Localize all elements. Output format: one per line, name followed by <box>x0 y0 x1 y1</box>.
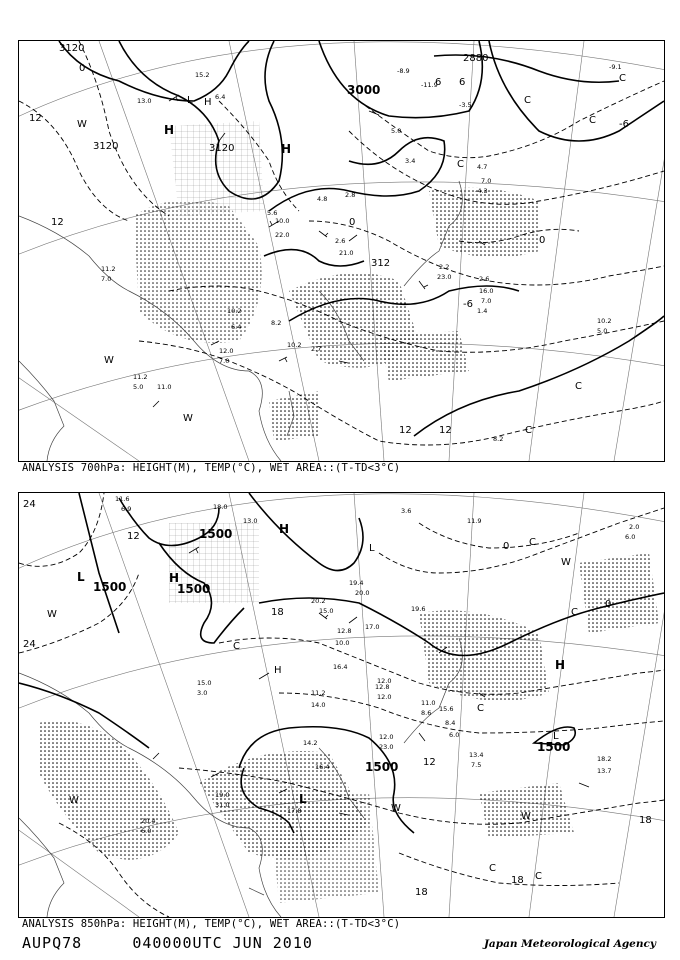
temp-label: 12 <box>29 113 42 124</box>
temp-label: -6 <box>619 119 629 130</box>
station-value: 18.0 <box>213 503 228 511</box>
high-center-label: H <box>204 97 212 108</box>
station-value: 11.9 <box>467 517 482 525</box>
station-value: 5.0 <box>597 327 608 335</box>
cold-label: C <box>489 863 496 874</box>
temp-label: 18 <box>639 815 652 826</box>
station-value: 12.0 <box>379 733 394 741</box>
station-value: 5.0 <box>133 383 144 391</box>
low-center-label: L <box>299 792 307 806</box>
station-value: 7.0 <box>219 357 230 365</box>
station-value: 3.0 <box>197 689 208 697</box>
station-value: 3.4 <box>405 157 416 165</box>
height-label: 3120 <box>59 43 85 54</box>
bulletin-header <box>22 934 313 952</box>
station-value: 23.0 <box>379 743 394 751</box>
station-value: 7.0 <box>481 297 492 305</box>
height-labels-700 <box>59 43 488 269</box>
station-value: 12.0 <box>377 693 392 701</box>
station-value: 11.2 <box>133 373 148 381</box>
station-value: 11.2 <box>311 689 326 697</box>
height-label: 2880 <box>463 53 489 64</box>
cold-label: C <box>457 159 464 170</box>
agency-credit: Japan Meteorological Agency <box>483 938 656 950</box>
temp-label: 24 <box>23 499 36 510</box>
station-value: 14.2 <box>303 739 318 747</box>
height-label: 3000 <box>347 83 381 97</box>
height-label: 312 <box>371 258 391 269</box>
station-value: 20.4 <box>141 817 156 825</box>
station-value: 10.0 <box>335 639 350 647</box>
station-value: 20.2 <box>311 597 326 605</box>
cold-label: C <box>524 95 531 106</box>
warm-label: W <box>104 355 114 366</box>
station-value: 5.6 <box>267 209 278 217</box>
station-value: 31.0 <box>215 801 230 809</box>
station-value: 7.0 <box>101 275 112 283</box>
station-value: 6.9 <box>121 505 132 513</box>
cold-label: C <box>589 115 596 126</box>
height-label: 1500 <box>537 740 571 754</box>
station-value: 16.4 <box>315 763 330 771</box>
station-value: -11.9 <box>421 81 438 89</box>
cold-label: C <box>571 607 578 618</box>
station-value: 11.0 <box>157 383 172 391</box>
caption-700hpa: ANALYSIS 700hPa: HEIGHT(M), TEMP(°C), WET AREA::(T-TD<3°C) <box>22 462 401 474</box>
station-value: 15.0 <box>319 607 334 615</box>
station-value: 1.4 <box>477 307 488 315</box>
station-value: 5.0 <box>391 127 402 135</box>
station-value: 13.0 <box>137 97 152 105</box>
high-center-label: H <box>164 123 175 137</box>
station-value: 23.0 <box>437 273 452 281</box>
station-value: 6.0 <box>449 731 460 739</box>
chart-700hpa-svg <box>19 41 664 461</box>
station-value: 12.8 <box>337 627 352 635</box>
station-value: 17.8 <box>287 807 302 815</box>
height-label: 3120 <box>93 141 119 152</box>
station-value: -9.1 <box>609 63 622 71</box>
station-value: 14.0 <box>311 701 326 709</box>
station-value: 6.4 <box>231 323 242 331</box>
temp-label: 18 <box>511 875 524 886</box>
temp-label: 12 <box>439 425 452 436</box>
height-label: 3120 <box>209 143 235 154</box>
warm-label: W <box>77 119 87 130</box>
station-value: 2.6 <box>479 275 490 283</box>
station-value: 12.8 <box>375 683 390 691</box>
station-value: 15.6 <box>439 705 454 713</box>
station-value: 6.4 <box>215 93 226 101</box>
station-value: 22.0 <box>275 231 290 239</box>
station-value: -4.3 <box>475 187 488 195</box>
station-value: 17.0 <box>365 623 380 631</box>
chart-850hpa-svg <box>19 493 664 917</box>
high-center-label: H <box>281 142 292 156</box>
station-value: 2.8 <box>345 191 356 199</box>
high-center-label: H <box>555 658 566 672</box>
station-value: 6.0 <box>625 533 636 541</box>
station-value: 8.6 <box>421 709 432 717</box>
cold-label: C <box>619 73 626 84</box>
station-value: 19.6 <box>411 605 426 613</box>
temp-label: 12 <box>51 217 64 228</box>
station-value: 13.4 <box>469 751 484 759</box>
chart-700hpa <box>18 40 665 462</box>
station-value: 19.4 <box>349 579 364 587</box>
low-center-label: L <box>553 731 559 742</box>
cold-label: C <box>529 537 536 548</box>
high-center-label: H <box>274 665 282 676</box>
station-value: 13.7 <box>597 767 612 775</box>
temp-label: 18 <box>271 607 284 618</box>
station-value: 7.0 <box>481 177 492 185</box>
cold-label: C <box>233 641 240 652</box>
station-value: 13.0 <box>243 517 258 525</box>
analysis-datetime: 040000UTC JUN 2010 <box>132 934 313 952</box>
temp-label: 12 <box>423 757 436 768</box>
station-value: -3.5 <box>459 101 472 109</box>
station-value: 12.0 <box>219 347 234 355</box>
station-value: 10.2 <box>597 317 612 325</box>
caption-850hpa: ANALYSIS 850hPa: HEIGHT(M), TEMP(°C), WET AREA::(T-TD<3°C) <box>22 918 401 930</box>
cold-label: C <box>525 425 532 436</box>
low-center-label: L <box>187 95 193 106</box>
station-value: 10.0 <box>275 217 290 225</box>
chart-850hpa <box>18 492 665 918</box>
station-value: 6.0 <box>141 827 152 835</box>
station-value: 8.4 <box>445 719 456 727</box>
temp-label: -6 <box>463 299 473 310</box>
high-center-label: H <box>279 522 290 536</box>
station-value: 7.5 <box>471 761 482 769</box>
station-value: 4.7 <box>477 163 488 171</box>
station-value: 12.0 <box>377 677 392 685</box>
temp-label: 18 <box>415 887 428 898</box>
temp-label: 0 <box>503 541 510 552</box>
station-value: 11.2 <box>101 265 116 273</box>
station-value: 2.7 <box>311 345 322 353</box>
station-value: 4.8 <box>317 195 328 203</box>
cold-label: C <box>575 381 582 392</box>
warm-label: W <box>561 557 571 568</box>
bulletin-code: AUPQ78 <box>22 934 83 952</box>
station-value: 20.0 <box>355 589 370 597</box>
temp-label: 24 <box>23 639 36 650</box>
station-value: -8.9 <box>397 67 410 75</box>
temp-label: 12 <box>127 531 140 542</box>
warm-label: W <box>391 803 401 814</box>
temp-label: 0 <box>539 235 546 246</box>
station-value: 15.2 <box>195 71 210 79</box>
station-value: 10.2 <box>227 307 242 315</box>
station-value: 18.2 <box>597 755 612 763</box>
station-value: 8.2 <box>271 319 282 327</box>
height-label: 1500 <box>365 760 399 774</box>
low-center-label: L <box>369 543 375 554</box>
temp-label: 0 <box>79 63 86 74</box>
station-value: 21.0 <box>339 249 354 257</box>
station-value: 2.6 <box>335 237 346 245</box>
station-value: 11.6 <box>115 495 130 503</box>
temp-label: 0 <box>605 599 612 610</box>
temp-label: 6 <box>435 77 442 88</box>
warm-label: W <box>521 811 531 822</box>
station-value: 16.0 <box>479 287 494 295</box>
station-value: 15.0 <box>197 679 212 687</box>
temp-label: 12 <box>399 425 412 436</box>
low-center-label: L <box>77 570 85 584</box>
temp-label: 6 <box>459 77 466 88</box>
height-label: 1500 <box>93 580 127 594</box>
station-value: 11.0 <box>421 699 436 707</box>
station-value: 16.4 <box>333 663 348 671</box>
temp-label: 0 <box>349 217 356 228</box>
cold-label: C <box>477 703 484 714</box>
cold-label: C <box>535 871 542 882</box>
high-center-label: H <box>169 571 180 585</box>
station-value: 3.6 <box>401 507 412 515</box>
station-value: 2.2 <box>439 263 450 271</box>
warm-label: W <box>183 413 193 424</box>
station-value: 8.2 <box>493 435 504 443</box>
height-label: 1500 <box>199 527 233 541</box>
station-value: 10.2 <box>287 341 302 349</box>
station-value: 2.0 <box>629 523 640 531</box>
height-label: 1500 <box>177 582 211 596</box>
station-value: 19.0 <box>215 791 230 799</box>
warm-label: W <box>47 609 57 620</box>
warm-label: W <box>69 795 79 806</box>
